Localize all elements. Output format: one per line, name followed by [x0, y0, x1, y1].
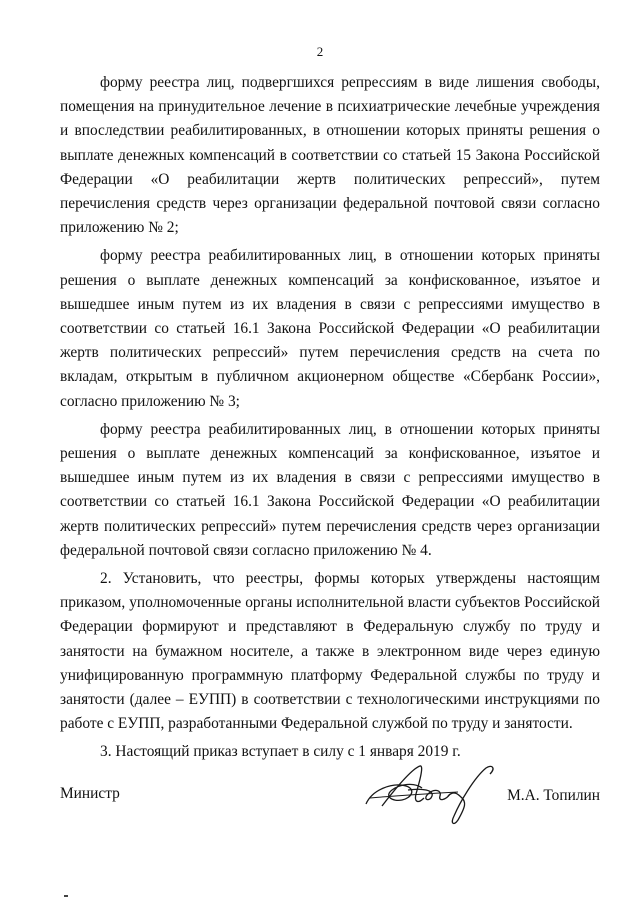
- paragraph-form-registry-4: форму реестра реабилитированных лиц, в отношении которых приняты решения о выплате денежных компенсаций за конфискованное, изъятое и вышедшее иным путем из их владения в связи с репрессиями имущество в соответствии со статьей 16.1 Закона Российской Федерации «О реабилитации жертв политических репрессий» путем перечисления средств через организации федеральной почтовой связи согласно приложению № 4.: [60, 420, 600, 559]
- paragraph-clause-2: 2. Установить, что реестры, формы которых утверждены настоящим приказом, уполномоченные органы исполнительной власти субъектов Российской Федерации формируют и представляют в Федеральную службу по труду и занятости на бумажном носителе, а также в электронном виде через единую унифицированную программную платформу Федеральной службы по труду и занятости (далее – ЕУПП) в соответствии с технологическими инструкциями по работе с ЕУПП, разработанными Федеральной службой по труду и занятости.: [60, 570, 600, 733]
- scan-mark: [64, 895, 68, 897]
- paragraph-form-registry-3: форму реестра реабилитированных лиц, в отношении которых приняты решения о выплате денежных компенсаций за конфискованное, изъятое и вышедшее иным путем из их владения в связи с репрессиями имущество в соответствии со статьей 16.1 Закона Российской Федерации «О реабилитации жертв политических репрессий» путем перечисления средств на счета по вкладам, открытым в публичном акционерном обществе «Сбербанк России», согласно приложению № 3;: [60, 247, 600, 410]
- signatory-title: Министр: [60, 785, 120, 802]
- handwritten-signature: [362, 760, 502, 830]
- signatory-name: М.А. Топилин: [507, 787, 600, 804]
- paragraph-clause-3: 3. Настоящий приказ вступает в силу с 1 января 2019 г.: [100, 743, 461, 761]
- document-body: [60, 71, 600, 765]
- page-number: 2: [316, 44, 324, 59]
- paragraph-form-registry-2: форму реестра лиц, подвергшихся репрессиям в виде лишения свободы, помещения на принудительное лечение в психиатрические лечебные учреждения и впоследствии реабилитированных, в отношении которых приняты решения о выплате денежных компенсаций в соответствии со статьей 15 Закона Российской Федерации «О реабилитации жертв политических репрессий», путем перечисления средств через организации федеральной почтовой связи согласно приложению № 2;: [60, 74, 600, 237]
- signature-block: [60, 780, 600, 840]
